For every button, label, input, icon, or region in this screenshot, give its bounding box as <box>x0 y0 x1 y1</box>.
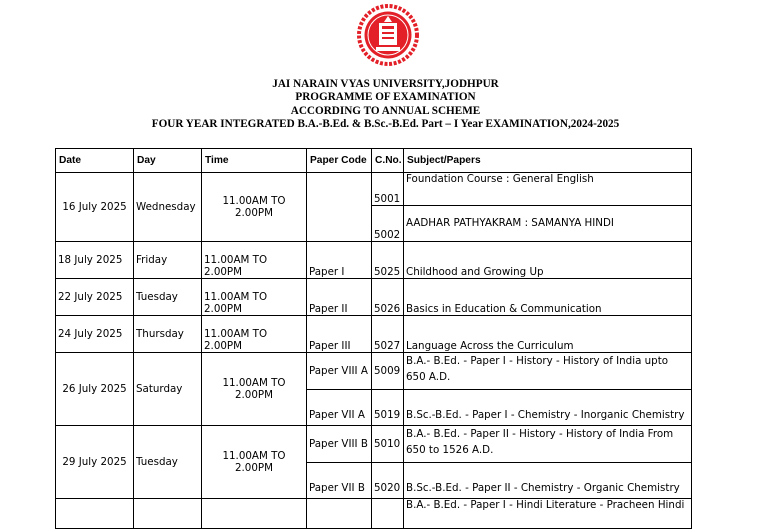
cell-day: Wednesday <box>134 173 202 242</box>
cell-day: Saturday <box>134 353 202 426</box>
cell-paper-code: Paper VII A <box>307 390 372 426</box>
cell-subject: B.Sc.-B.Ed. - Paper I - Chemistry - Inorganic Chemistry <box>404 390 692 426</box>
cell-time <box>202 499 307 529</box>
cell-time: 11.00AM TO 2.00PM <box>202 279 307 316</box>
exam-schedule-table <box>55 148 692 529</box>
cell-date: 18 July 2025 <box>56 242 134 279</box>
column-header-date: Date <box>56 149 134 173</box>
cell-day: Thursday <box>134 316 202 353</box>
column-header-subject: Subject/Papers <box>404 149 692 173</box>
header-line-exam-title: FOUR YEAR INTEGRATED B.A.-B.Ed. & B.Sc.-B.Ed. Part – I Year EXAMINATION,2024-2025 <box>151 118 620 131</box>
cell-date: 26 July 2025 <box>56 353 134 426</box>
cell-cno: 5019 <box>372 390 404 426</box>
table-row <box>56 173 692 206</box>
cell-time: 11.00AM TO 2.00PM <box>202 426 307 499</box>
table-header-row <box>56 149 692 173</box>
table-row <box>56 353 692 390</box>
cell-day: Friday <box>134 242 202 279</box>
cell-cno: 5001 <box>372 173 404 206</box>
cell-paper-code: Paper VIII A <box>307 353 372 390</box>
table-row <box>56 499 692 529</box>
header-line-programme: PROGRAMME OF EXAMINATION <box>295 91 476 104</box>
cell-subject: Childhood and Growing Up <box>404 242 692 279</box>
cell-cno: 5025 <box>372 242 404 279</box>
cell-subject: B.Sc.-B.Ed. - Paper II - Chemistry - Organic Chemistry <box>404 463 692 499</box>
cell-paper-code: Paper VII B <box>307 463 372 499</box>
column-header-time: Time <box>202 149 307 173</box>
table-row <box>56 279 692 316</box>
cell-day: Tuesday <box>134 426 202 499</box>
cell-subject: B.A.- B.Ed. - Paper I - History - History of India upto 650 A.D. <box>404 353 692 390</box>
cell-subject: B.A.- B.Ed. - Paper I - Hindi Literature - Pracheen Hindi <box>404 499 692 529</box>
cell-cno: 5027 <box>372 316 404 353</box>
document-header <box>0 78 771 132</box>
cell-paper-code <box>307 173 372 242</box>
cell-paper-code <box>307 499 372 529</box>
cell-cno: 5020 <box>372 463 404 499</box>
column-header-cno: C.No. <box>372 149 404 173</box>
cell-date: 29 July 2025 <box>56 426 134 499</box>
cell-cno: 5002 <box>372 206 404 242</box>
cell-subject: Language Across the Curriculum <box>404 316 692 353</box>
cell-cno: 5026 <box>372 279 404 316</box>
cell-paper-code: Paper I <box>307 242 372 279</box>
column-header-paper-code: Paper Code <box>307 149 372 173</box>
cell-subject: AADHAR PATHYAKRAM : SAMANYA HINDI <box>404 206 692 242</box>
cell-cno <box>372 499 404 529</box>
cell-subject: Basics in Education & Communication <box>404 279 692 316</box>
cell-paper-code: Paper VIII B <box>307 426 372 463</box>
cell-date: 24 July 2025 <box>56 316 134 353</box>
university-name: JAI NARAIN VYAS UNIVERSITY,JODHPUR <box>272 78 499 90</box>
column-header-day: Day <box>134 149 202 173</box>
header-line-scheme: ACCORDING TO ANNUAL SCHEME <box>290 104 481 117</box>
cell-subject: Foundation Course : General English <box>404 173 692 206</box>
table-row <box>56 242 692 279</box>
cell-date: 22 July 2025 <box>56 279 134 316</box>
cell-time: 11.00AM TO 2.00PM <box>202 242 307 279</box>
cell-time: 11.00AM TO 2.00PM <box>202 353 307 426</box>
cell-day <box>134 499 202 529</box>
cell-date <box>56 499 134 529</box>
cell-date: 16 July 2025 <box>56 173 134 242</box>
cell-day: Tuesday <box>134 279 202 316</box>
cell-cno: 5010 <box>372 426 404 463</box>
cell-paper-code: Paper II <box>307 279 372 316</box>
cell-cno: 5009 <box>372 353 404 390</box>
cell-paper-code: Paper III <box>307 316 372 353</box>
table-row <box>56 316 692 353</box>
table-row <box>56 426 692 463</box>
cell-time: 11.00AM TO 2.00PM <box>202 173 307 242</box>
cell-subject: B.A.- B.Ed. - Paper II - History - History of India From 650 to 1526 A.D. <box>404 426 692 463</box>
cell-time: 11.00AM TO 2.00PM <box>202 316 307 353</box>
university-emblem-icon <box>357 4 419 66</box>
